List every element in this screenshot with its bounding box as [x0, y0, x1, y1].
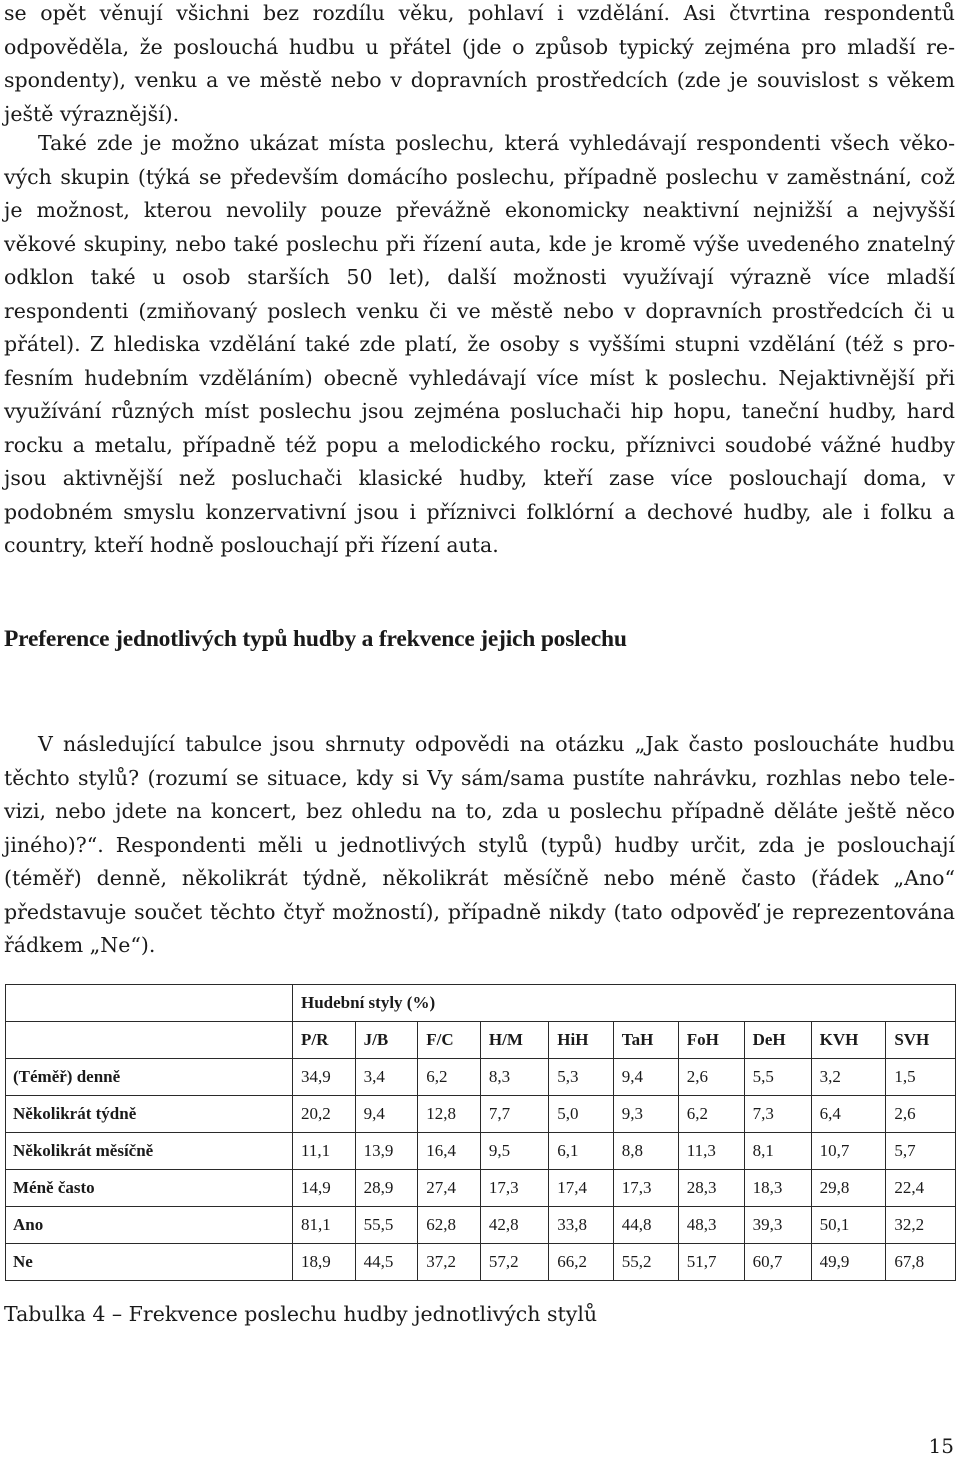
row-label: Méně často: [6, 1170, 293, 1207]
table-cell: 37,2: [418, 1244, 481, 1281]
table-cell: 5,7: [886, 1133, 956, 1170]
paragraph-listening-places: [4, 127, 955, 563]
table-cell: 14,9: [293, 1170, 356, 1207]
table-cell: 49,9: [811, 1244, 886, 1281]
table-cell: 7,3: [744, 1096, 811, 1133]
table-cell: 34,9: [293, 1059, 356, 1096]
row-label: (Téměř) denně: [6, 1059, 293, 1096]
column-header: P/R: [293, 1022, 356, 1059]
table-cell: 20,2: [293, 1096, 356, 1133]
table-cell: 42,8: [480, 1207, 548, 1244]
table-cell: 5,3: [549, 1059, 614, 1096]
table-cell: 11,3: [678, 1133, 744, 1170]
table-cell: 55,5: [355, 1207, 418, 1244]
column-header: F/C: [418, 1022, 481, 1059]
table-corner-cell: [6, 985, 293, 1022]
table-cell: 12,8: [418, 1096, 481, 1133]
table-cell: 8,1: [744, 1133, 811, 1170]
table-cell: 44,8: [613, 1207, 678, 1244]
table-group-header: Hudební styly (%): [293, 985, 956, 1022]
column-header: H/M: [480, 1022, 548, 1059]
table-cell: 48,3: [678, 1207, 744, 1244]
row-label: Několikrát měsíčně: [6, 1133, 293, 1170]
table-cell: 5,0: [549, 1096, 614, 1133]
table-cell: 39,3: [744, 1207, 811, 1244]
page-number: 15: [928, 1434, 954, 1458]
table-cell: 67,8: [886, 1244, 956, 1281]
table-cell: 3,4: [355, 1059, 418, 1096]
table-cell: 17,4: [549, 1170, 614, 1207]
table-cell: 10,7: [811, 1133, 886, 1170]
column-header: J/B: [355, 1022, 418, 1059]
column-header: KVH: [811, 1022, 886, 1059]
table-cell: 27,4: [418, 1170, 481, 1207]
table-cell: 2,6: [886, 1096, 956, 1133]
column-header: DeH: [744, 1022, 811, 1059]
paragraph-text: V následující tabulce jsou shrnuty odpovědi na otázku „Jak často posloucháte hudbu těchto stylů? (rozumí se situace, kdy si Vy sám/sama pustíte nahrávku, rozhlas nebo televizi, nebo jdete na koncert, bez ohledu na to, zda u poslechu případně děláte ještě něco jiného)?“. Respondenti měli u jednotlivých stylů (typů) hudby určit, zda je poslouchají (téměř) denně, několikrát týdně, několikrát měsíčně nebo méně často (řádek „Ano“ představuje součet těchto čtyř možností), případně nikdy (tato odpověď je reprezentována řádkem „Ne“).: [4, 732, 955, 957]
table-cell: 9,4: [355, 1096, 418, 1133]
table-cell: 18,9: [293, 1244, 356, 1281]
table-cell: 16,4: [418, 1133, 481, 1170]
table-cell: 33,8: [549, 1207, 614, 1244]
row-label: Několikrát týdně: [6, 1096, 293, 1133]
table-cell: 29,8: [811, 1170, 886, 1207]
table-cell: 3,2: [811, 1059, 886, 1096]
section-heading: Preference jednotlivých typů hudby a frekvence jejich poslechu: [4, 626, 627, 652]
table-cell: 55,2: [613, 1244, 678, 1281]
table-cell: 22,4: [886, 1170, 956, 1207]
table-cell: 17,3: [480, 1170, 548, 1207]
table-row: [6, 1059, 956, 1096]
table-row: [6, 1133, 956, 1170]
table-cell: 62,8: [418, 1207, 481, 1244]
table-cell: 57,2: [480, 1244, 548, 1281]
paragraph-text: Také zde je možno ukázat místa poslechu, která vyhledávají respondenti všech věkových skupin (týká se především domácího poslechu, případně poslechu v zaměstnání, což je možnost, kterou nevolily pouze převážně ekonomicky neaktivní nejnižší a nejvyšší věkové skupiny, nebo také poslechu při řízení auta, kde je kromě výše uvedeného znatelný odklon také u osob starších 50 let), další možnosti využívají výrazně více mladší respondenti (zmiňovaný poslech venku či ve městě nebo v dopravních prostředcích či u přátel). Z hlediska vzdělání také zde platí, že osoby s vyššími stupni vzdělání (též s profesním hudebním vzděláním) obecně vyhledávají více míst k poslechu. Nejaktivnější při využívání různých míst poslechu jsou zejména posluchači hip hopu, taneční hudby, hard rocku a metalu, případně též popu a melodického rocku, příznivci soudobé vážné hudby jsou aktivnější než posluchači klasické hudby, kteří zase více poslouchají doma, v podobném smyslu konzervativní jsou i příznivci folklórní a dechové hudby, ale i folku a country, kteří hodně poslouchají při řízení auta.: [4, 131, 955, 557]
table-cell: 6,2: [678, 1096, 744, 1133]
table-cell: 60,7: [744, 1244, 811, 1281]
table-cell: 11,1: [293, 1133, 356, 1170]
table-cell: 2,6: [678, 1059, 744, 1096]
table-corner-cell: [6, 1022, 293, 1059]
table-cell: 32,2: [886, 1207, 956, 1244]
table-cell: 9,4: [613, 1059, 678, 1096]
table-cell: 8,8: [613, 1133, 678, 1170]
column-header: TaH: [613, 1022, 678, 1059]
paragraph-continuation: [4, 0, 955, 131]
table-cell: 28,3: [678, 1170, 744, 1207]
paragraph-text: se opět věnují všichni bez rozdílu věku, pohlaví i vzdělání. Asi čtvrtina respondentů odpověděla, že poslouchá hudbu u přátel (jde o způsob typický zejména pro mladší respondenty), venku a ve městě nebo v dopravních prostředcích (zde je souvislost s věkem ještě výraznější).: [4, 1, 955, 126]
table-group-header-row: [6, 985, 956, 1022]
table-caption: Tabulka 4 – Frekvence poslechu hudby jednotlivých stylů: [4, 1302, 598, 1326]
row-label: Ano: [6, 1207, 293, 1244]
table-cell: 44,5: [355, 1244, 418, 1281]
table-cell: 13,9: [355, 1133, 418, 1170]
table-column-header-row: [6, 1022, 956, 1059]
table-cell: 66,2: [549, 1244, 614, 1281]
table-cell: 17,3: [613, 1170, 678, 1207]
table-cell: 51,7: [678, 1244, 744, 1281]
table-row: [6, 1244, 956, 1281]
frequency-table: [5, 984, 956, 1281]
table-cell: 50,1: [811, 1207, 886, 1244]
column-header: FoH: [678, 1022, 744, 1059]
table-row: [6, 1207, 956, 1244]
column-header: HiH: [549, 1022, 614, 1059]
table-cell: 1,5: [886, 1059, 956, 1096]
table-cell: 6,2: [418, 1059, 481, 1096]
table-cell: 9,5: [480, 1133, 548, 1170]
table-row: [6, 1096, 956, 1133]
row-label: Ne: [6, 1244, 293, 1281]
paragraph-table-intro: [4, 728, 955, 963]
table-cell: 18,3: [744, 1170, 811, 1207]
table-cell: 6,1: [549, 1133, 614, 1170]
table-cell: 28,9: [355, 1170, 418, 1207]
table-cell: 8,3: [480, 1059, 548, 1096]
table-cell: 5,5: [744, 1059, 811, 1096]
table-cell: 81,1: [293, 1207, 356, 1244]
table-cell: 7,7: [480, 1096, 548, 1133]
table-cell: 9,3: [613, 1096, 678, 1133]
column-header: SVH: [886, 1022, 956, 1059]
table-row: [6, 1170, 956, 1207]
table-cell: 6,4: [811, 1096, 886, 1133]
